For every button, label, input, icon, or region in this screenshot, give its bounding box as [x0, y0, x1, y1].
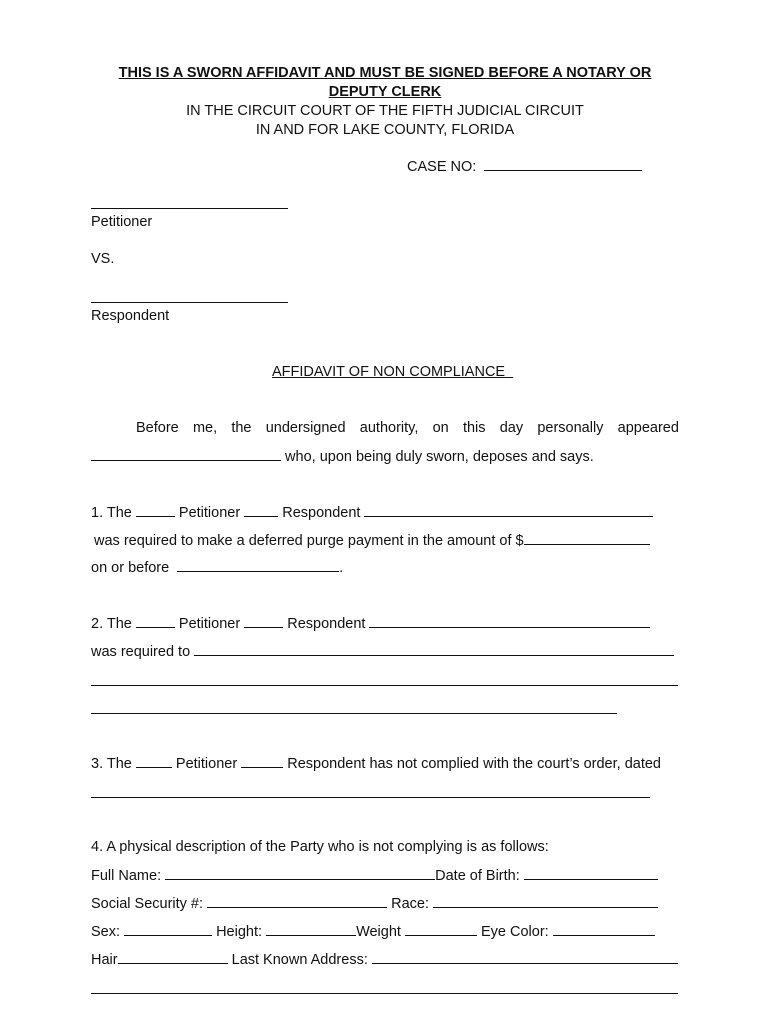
item1-line1 — [91, 503, 653, 522]
versus-label: VS. — [91, 251, 115, 267]
intro-word: on — [432, 420, 449, 436]
item4-row3 — [91, 922, 655, 941]
item4-row4 — [91, 950, 678, 969]
intro-line1 — [136, 419, 679, 437]
intro-word: Before — [136, 420, 179, 436]
item1-party-name-field[interactable] — [364, 503, 653, 517]
item2-petitioner-check[interactable] — [136, 614, 175, 628]
respondent-name-field[interactable] — [91, 302, 288, 303]
full-name-field[interactable] — [165, 866, 435, 880]
intro-word: undersigned — [265, 420, 346, 436]
intro-line2-text: who, upon being duly sworn, deposes and says. — [285, 449, 594, 465]
item4-row2 — [91, 894, 658, 913]
item2-petitioner-label: Petitioner — [178, 616, 241, 632]
petitioner-label: Petitioner — [91, 214, 153, 230]
eye-color-label: Eye Color: — [481, 924, 549, 940]
intro-word: authority, — [359, 420, 419, 436]
race-field[interactable] — [433, 894, 658, 908]
order-date-field[interactable] — [91, 797, 650, 798]
sex-label: Sex: — [91, 924, 121, 940]
item3-text: Respondent has not complied with the court’s order, dated — [287, 756, 661, 772]
item1-line2 — [94, 531, 650, 550]
item4-row1 — [91, 866, 658, 885]
ssn-label: Social Security #: — [91, 896, 204, 912]
eye-color-field[interactable] — [553, 922, 655, 936]
notary-warning-line2: DEPUTY CLERK — [328, 84, 442, 100]
item3-line1 — [91, 754, 661, 773]
court-name-line2: IN AND FOR LAKE COUNTY, FLORIDA — [255, 122, 515, 138]
full-name-label: Full Name: — [91, 868, 162, 884]
item2-line1 — [91, 614, 650, 633]
weight-field[interactable] — [405, 922, 477, 936]
intro-word: appeared — [617, 420, 679, 436]
item3-petitioner-check[interactable] — [136, 754, 172, 768]
affiant-name-field[interactable] — [91, 447, 281, 461]
address-field-line2[interactable] — [91, 993, 678, 994]
hair-label: Hair — [91, 952, 118, 968]
height-field[interactable] — [266, 922, 356, 936]
item2-requirement-line3[interactable] — [91, 713, 617, 714]
case-number-field[interactable] — [484, 157, 642, 171]
sex-field[interactable] — [124, 922, 212, 936]
item2-required-to: was required to — [91, 644, 191, 660]
item1-on-or-before: on or before — [91, 560, 170, 576]
respondent-label: Respondent — [91, 308, 170, 324]
intro-word: day — [499, 420, 524, 436]
item1-petitioner-check[interactable] — [136, 503, 175, 517]
item2-party-name-field[interactable] — [369, 614, 650, 628]
weight-label: Weight — [356, 924, 401, 940]
dob-field[interactable] — [524, 866, 658, 880]
ssn-field[interactable] — [207, 894, 387, 908]
intro-word: the — [231, 420, 252, 436]
hair-field[interactable] — [118, 950, 228, 964]
item3-petitioner-label: Petitioner — [175, 756, 238, 772]
item2-respondent-check[interactable] — [244, 614, 283, 628]
affidavit-title — [272, 363, 513, 381]
item1-petitioner-label: Petitioner — [178, 505, 241, 521]
item3-prefix: 3. The — [91, 756, 132, 772]
item1-purge-text: was required to make a deferred purge payment in the amount of $ — [94, 533, 524, 549]
address-label: Last Known Address: — [231, 952, 368, 968]
address-field[interactable] — [372, 950, 678, 964]
item2-requirement-field[interactable] — [194, 642, 674, 656]
item2-requirement-line2[interactable] — [91, 685, 678, 686]
item1-respondent-check[interactable] — [244, 503, 278, 517]
item3-respondent-check[interactable] — [241, 754, 283, 768]
intro-word: personally — [537, 420, 604, 436]
case-number-row — [407, 157, 642, 176]
item1-line3 — [91, 558, 343, 577]
intro-word: me, — [192, 420, 218, 436]
item2-prefix: 2. The — [91, 616, 132, 632]
height-label: Height: — [216, 924, 263, 940]
dob-label: Date of Birth: — [435, 868, 520, 884]
item4-heading: 4. A physical description of the Party who is not complying is as follows: — [91, 839, 549, 855]
race-label: Race: — [391, 896, 429, 912]
court-name-line1: IN THE CIRCUIT COURT OF THE FIFTH JUDICIAL CIRCUIT — [186, 103, 584, 119]
intro-word: this — [462, 420, 486, 436]
case-number-label: CASE NO: — [407, 159, 477, 175]
item1-prefix: 1. The — [91, 505, 132, 521]
item1-respondent-label: Respondent — [282, 505, 361, 521]
intro-line2 — [91, 447, 594, 466]
notary-warning-line1: THIS IS A SWORN AFFIDAVIT AND MUST BE SIGNED BEFORE A NOTARY OR — [118, 65, 652, 81]
petitioner-name-field[interactable] — [91, 208, 288, 209]
affidavit-title-text: AFFIDAVIT OF NON COMPLIANCE — [272, 364, 506, 380]
purge-date-field[interactable] — [177, 558, 339, 572]
purge-amount-field[interactable] — [524, 531, 650, 545]
item2-respondent-label: Respondent — [287, 616, 366, 632]
item1-period: . — [339, 560, 344, 576]
item2-line2 — [91, 642, 674, 661]
